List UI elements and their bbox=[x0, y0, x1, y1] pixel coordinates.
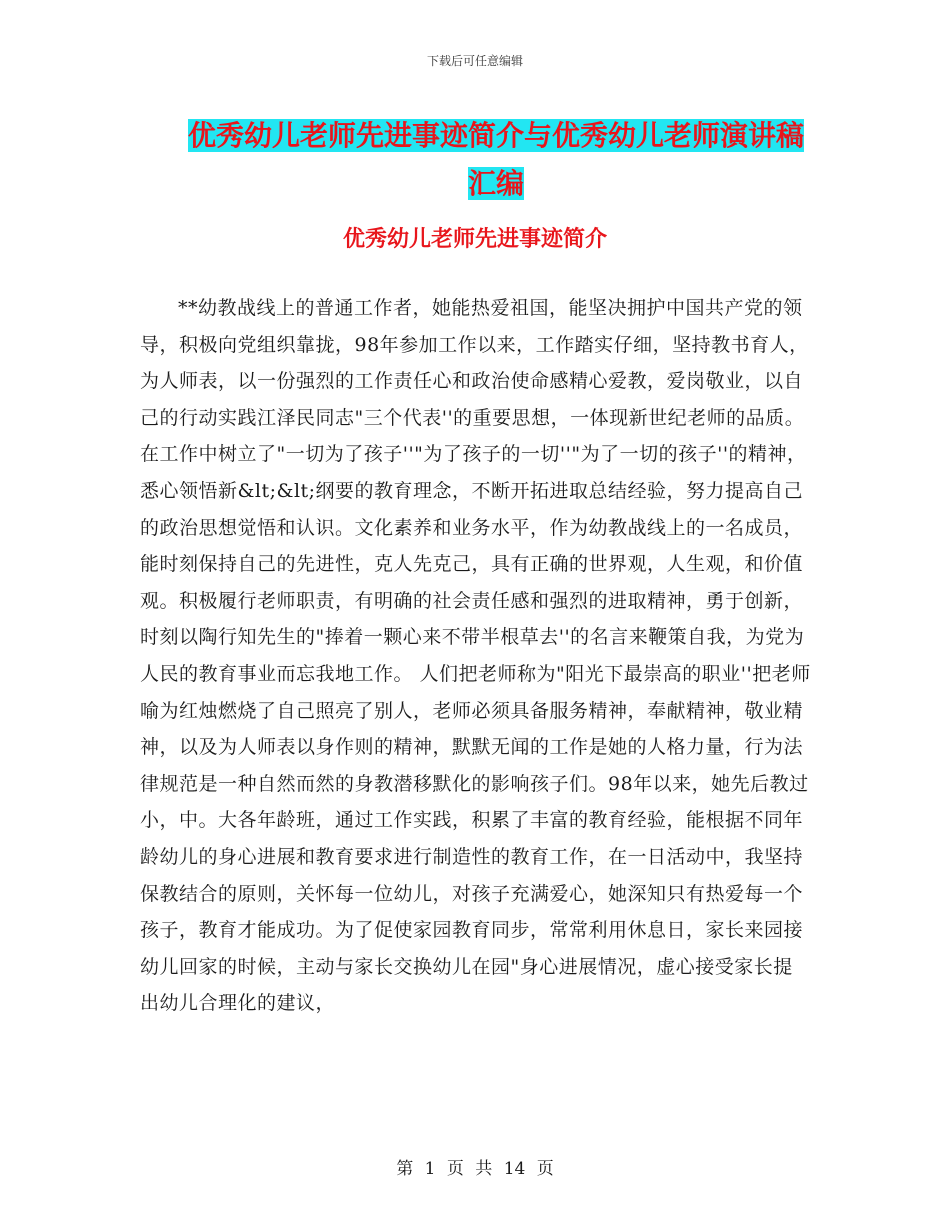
body-paragraph: **幼教战线上的普通工作者，她能热爱祖国，能坚决拥护中国共产党的领导，积极向党组织靠拢，98年参加工作以来，工作踏实仔细，坚持教书育人，为人师表，以一份强烈的工作责任心和政治使命感精心爱教，爱岗敬业，以自己的行动实践江泽民同志"三个代表''的重要思想，一体现新世纪老师的品质。在工作中树立了"一切为了孩子''"为了孩子的一切''"为了一切的孩子''的精神，悉心领悟新&lt;&lt;纲要的教育理念，不断开拓进取总结经验，努力提高自己的政治思想觉悟和认识。文化素养和业务水平，作为幼教战线上的一名成员，能时刻保持自己的先进性，克人先克己，具有正确的世界观，人生观，和价值观。积极履行老师职责，有明确的社会责任感和强烈的进取精神，勇于创新，时刻以陶行知先生的"捧着一颗心来不带半根草去''的名言来鞭策自我，为党为人民的教育事业而忘我地工作。 人们把老师称为"阳光下最崇高的职业''把老师喻为红烛燃烧了自己照亮了别人，老师必须具备服务精神，奉献精神，敬业精神，以及为人师表以身作则的精神，默默无闻的工作是她的人格力量，行为法律规范是一种自然而然的身教潜移默化的影响孩子们。98年以来，她先后教过小，中。大各年龄班，通过工作实践，积累了丰富的教育经验，能根据不同年龄幼儿的身心进展和教育要求进行制造性的教育工作，在一日活动中，我坚持保教结合的原则，关怀每一位幼儿，对孩子充满爱心，她深知只有热爱每一个孩子，教育才能成功。为了促使家园教育同步，常常利用休息日，家长来园接幼儿回家的时候，主动与家长交换幼儿在园"身心进展情况，虚心接受家长提出幼儿合理化的建议， bbox=[140, 297, 811, 1015]
page-footer: 第 1 页 共 14 页 bbox=[396, 1159, 554, 1179]
section-title: 优秀幼儿老师先进事迹简介 bbox=[342, 227, 607, 252]
document-title bbox=[186, 112, 806, 208]
document-title-text: 优秀幼儿老师先进事迹简介与优秀幼儿老师演讲稿汇编 bbox=[187, 119, 804, 200]
page-header-note: 下载后可任意编辑 bbox=[426, 54, 523, 68]
